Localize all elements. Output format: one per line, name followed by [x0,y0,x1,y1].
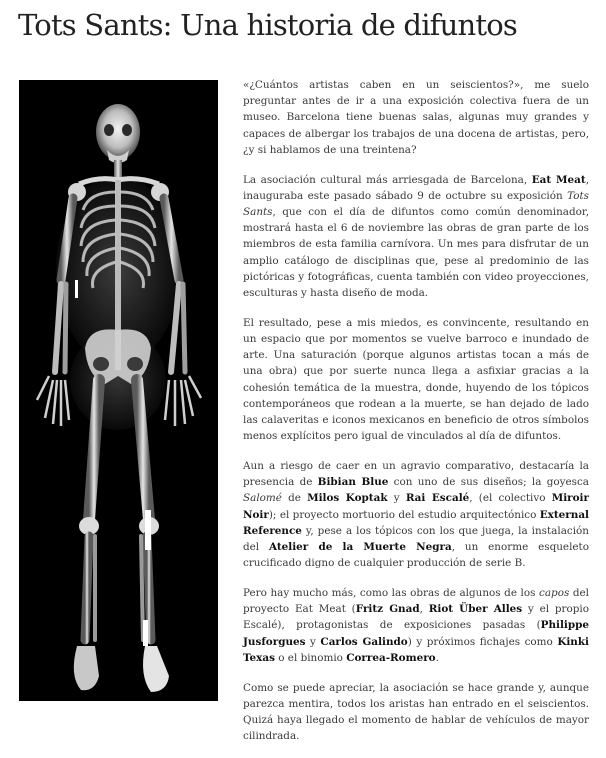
highlighted-name: Philippe Jusforgues [243,619,589,648]
highlighted-name: Miroir Noir [243,492,589,521]
text-run: , que con el día de difuntos como común denominador, mostrará hasta el 6 de noviembre las obras de gran parte de los miembros de esta familia carnívora. Un mes para disfrutar de un amplio catálogo de disciplinas que, pese al predominio de las pictóricas y fotográficas, cuenta también con video proyecciones, esculturas y hasta diseño de moda. [243,206,589,300]
text-run: o el binomio [274,651,347,664]
text-run: , inauguraba este pasado sábado 9 de octubre su exposición [243,173,589,202]
highlighted-name: Fritz Gnad [355,603,420,616]
text-run: y el propio Escalé), protagonistas de exposiciones pasadas ( [243,603,590,632]
highlighted-name: Rai Escalé [405,492,470,505]
text-run: ); el proyecto mortuorio del estudio arquitectónico [268,508,540,521]
highlighted-name: Atelier de la Muerte Negra [269,541,452,554]
highlighted-name: Bibian Blue [317,476,389,489]
text-run: con uno de sus diseños; la goyesca [388,476,589,489]
article-title: Tots Sants: Una historia de difuntos [18,8,517,42]
article-paragraph [243,585,589,666]
article-paragraph [243,172,589,302]
text-run: , (el colectivo [469,492,552,505]
text-run: del proyecto Eat Meat ( [243,587,589,616]
text-run: y [387,492,406,505]
article-paragraph [243,77,589,158]
text-run: y, pese a los tópicos con los que juega, la instalación del [243,524,589,554]
text-run: «¿Cuántos artistas caben en un seiscientos?», me suelo preguntar antes de ir a una exposición colectiva fuera de un museo. Barcelona tiene buenas salas, algunas muy grandes y capaces de albergar los trabajos de una docena de artistas, pero, ¿y si hablamos de una treintena? [243,79,589,156]
highlighted-name: Milos Koptak [307,492,388,505]
highlighted-name: Correa-Romero [346,651,436,664]
text-run: de [281,492,308,505]
text-run: Pero hay mucho más, como las obras de algunos de los [243,587,540,600]
text-run: y [305,635,321,648]
article-paragraph [243,458,589,571]
highlighted-name: Riot Über Alles [428,603,523,616]
text-run: El resultado, pese a mis miedos, es convincente, resultando en un espacio que por momentos se vuelve barroco e inundado de arte. Una saturación (porque algunos artistas tocan a más de una obra) que por suerte nunca llega a asfixiar gracias a la cohesión temática de la muestra, donde, huyendo de los tópicos contemporáneos que rodean a la muerte, se han dejado de lado las calaveritas e iconos mexicanos en beneficio de otros símbolos menos explícitos pero igual de vinculados al día de difuntos. [243,316,589,443]
text-run: . [435,651,439,664]
article-paragraph [243,680,589,745]
text-run: Como se puede apreciar, la asociación se hace grande y, aunque parezca mentira, todos los aristas han entrado en el seiscientos. Quizá haya llegado el momento de hablar de vehículos de mayor cilindrada. [243,681,589,743]
italic-title: capos [539,587,570,600]
text-run: ) y próximos fichajes como [407,635,558,648]
highlighted-name: Eat Meat [531,173,586,186]
xray-skeleton-image [19,80,218,701]
italic-title: Salomé [243,492,282,505]
highlighted-name: External Reference [243,508,589,537]
text-run: Aun a riesgo de caer en un agravio comparativo, destacaría la presencia de [243,460,589,489]
article-body [243,77,589,758]
highlighted-name: Kinki Texas [243,635,590,664]
article-paragraph [243,315,589,445]
text-run: La asociación cultural más arriesgada de Barcelona, [243,173,532,186]
italic-title: Tots Sants [243,189,589,219]
highlighted-name: Carlos Galindo [320,635,408,648]
text-run: , un enorme esqueleto crucificado digno de cualquier producción de serie B. [243,541,589,570]
text-run: , [419,603,429,616]
